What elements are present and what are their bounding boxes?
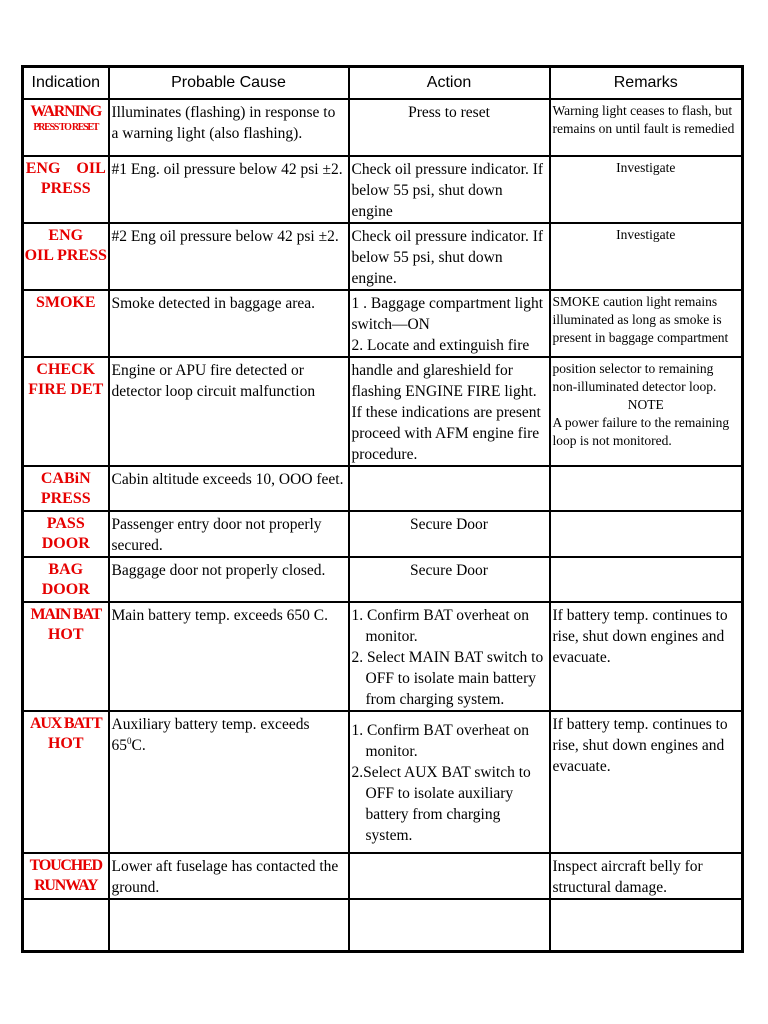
- remarks-note: NOTE: [627, 397, 664, 412]
- cause-cell: Illuminates (flashing) in response to a warning light (also flashing).: [109, 99, 349, 156]
- indication-sublabel: FIRE DET: [28, 381, 104, 398]
- indication-label: ENG: [48, 227, 84, 244]
- remarks-cell: Inspect aircraft belly for structural damage.: [550, 853, 743, 899]
- indication-label: SMOKE: [35, 294, 96, 311]
- indication-label: TOUCHED: [29, 857, 102, 874]
- table-row-bag-door: [23, 557, 743, 602]
- cause-cell: Baggage door not properly closed.: [109, 557, 349, 602]
- table-row-warning: [23, 99, 743, 156]
- header-probable-cause: Probable Cause: [109, 67, 349, 100]
- indication-sublabel: PRESS TO RESET: [33, 122, 99, 133]
- indication-cell: [23, 557, 109, 602]
- remarks-cell: [550, 466, 743, 511]
- action-cell: Secure Door: [349, 511, 550, 557]
- cause-cell: Smoke detected in baggage area.: [109, 290, 349, 357]
- action-cell: Check oil pressure indicator. If below 55 psi, shut down engine.: [349, 223, 550, 290]
- header-indication: Indication: [23, 67, 109, 100]
- indication-sublabel: RUNWAY: [34, 877, 98, 894]
- cause-cell: #1 Eng. oil pressure below 42 psi ±2.: [109, 156, 349, 223]
- indication-sublabel: DOOR: [41, 535, 90, 552]
- cause-cell: Main battery temp. exceeds 650 C.: [109, 602, 349, 711]
- cause-cell: Passenger entry door not properly secured.: [109, 511, 349, 557]
- indication-label: CHECK: [36, 361, 96, 378]
- table-row-aux-batt-hot: [23, 711, 743, 853]
- table-row-eng-oil-press-2: [23, 223, 743, 290]
- remarks-cell: If battery temp. continues to rise, shut down engines and evacuate.: [550, 711, 743, 853]
- remarks-cell: If battery temp. continues to rise, shut down engines and evacuate.: [550, 602, 743, 711]
- cause-cell: Auxiliary battery temp. exceeds $65^0C$.: [109, 711, 349, 853]
- action-cell: [349, 602, 550, 711]
- action-step: 2. Select MAIN BAT switch to OFF to isolate main battery from charging system.: [351, 649, 544, 708]
- indication-label: PASS: [46, 515, 85, 532]
- header-row: [23, 67, 743, 100]
- indication-cell: [23, 99, 109, 156]
- indication-sublabel: HOT: [47, 735, 84, 752]
- indication-label: WARNING: [30, 103, 102, 120]
- remarks-cell: [550, 899, 743, 951]
- action-step: 1. Confirm BAT overheat on monitor.: [351, 722, 530, 760]
- indication-cell: [23, 899, 109, 951]
- cause-cell: Engine or APU fire detected or detector loop circuit malfunction: [109, 357, 349, 466]
- indication-sublabel: HOT: [47, 626, 84, 643]
- remarks-text: position selector to remaining non-illuminated detector loop.: [552, 361, 717, 394]
- indication-sublabel: OIL PRESS: [24, 247, 107, 264]
- indication-label: ENG OIL: [25, 160, 106, 177]
- indication-label: MAIN BAT: [30, 606, 102, 623]
- indication-cell: [23, 511, 109, 557]
- action-step: 2. Locate and extinguish fire: [351, 337, 530, 354]
- indication-cell: [23, 711, 109, 853]
- remarks-cell: Warning light ceases to flash, but remains on until fault is remedied: [550, 99, 743, 156]
- action-cell: [349, 290, 550, 357]
- indication-cell: [23, 357, 109, 466]
- table-row-check-fire-det: [23, 357, 743, 466]
- remarks-cell: [550, 511, 743, 557]
- remarks-cell: [550, 557, 743, 602]
- header-remarks: Remarks: [550, 67, 743, 100]
- table-row-touched-runway: [23, 853, 743, 899]
- cause-cell: #2 Eng oil pressure below 42 psi ±2.: [109, 223, 349, 290]
- table-row-cabin-press: [23, 466, 743, 511]
- action-cell: Secure Door: [349, 557, 550, 602]
- action-cell: [349, 899, 550, 951]
- annunciator-table: [21, 65, 744, 953]
- remarks-cell: Investigate: [550, 156, 743, 223]
- indication-sublabel: PRESS: [40, 490, 91, 507]
- indication-sublabel: DOOR: [41, 581, 90, 598]
- action-cell: Check oil pressure indicator. If below 55 psi, shut down engine: [349, 156, 550, 223]
- cause-cell: Cabin altitude exceeds 10, OOO feet.: [109, 466, 349, 511]
- indication-cell: [23, 466, 109, 511]
- cause-cell: Lower aft fuselage has contacted the ground.: [109, 853, 349, 899]
- remarks-cell: Investigate: [550, 223, 743, 290]
- indication-cell: [23, 290, 109, 357]
- action-cell: [349, 711, 550, 853]
- indication-cell: [23, 602, 109, 711]
- table-row-main-bat-hot: [23, 602, 743, 711]
- action-cell: [349, 853, 550, 899]
- header-action: Action: [349, 67, 550, 100]
- table-row-smoke: [23, 290, 743, 357]
- remarks-text-after: A power failure to the remaining loop is not monitored.: [552, 415, 730, 448]
- remarks-cell: SMOKE caution light remains illuminated as long as smoke is present in baggage compartment: [550, 290, 743, 357]
- table-row-empty: [23, 899, 743, 951]
- action-step: 2.Select AUX BAT switch to OFF to isolate auxiliary battery from charging system.: [351, 764, 531, 844]
- table-row-eng-oil-press-1: [23, 156, 743, 223]
- indication-label: CABiN: [40, 470, 91, 487]
- indication-cell: [23, 853, 109, 899]
- action-cell: handle and glareshield for flashing ENGINE FIRE light. If these indications are present proceed with AFM engine fire procedure.: [349, 357, 550, 466]
- indication-label: BAG: [48, 561, 84, 578]
- indication-cell: [23, 156, 109, 223]
- cause-cell: [109, 899, 349, 951]
- action-cell: [349, 466, 550, 511]
- action-step: 1. Confirm BAT overheat on monitor.: [351, 607, 530, 645]
- remarks-cell: [550, 357, 743, 466]
- indication-sublabel: PRESS: [40, 180, 91, 197]
- indication-label: AUX BATT: [30, 715, 102, 732]
- indication-cell: [23, 223, 109, 290]
- action-cell: Press to reset: [349, 99, 550, 156]
- table-row-pass-door: [23, 511, 743, 557]
- action-step: 1 . Baggage compartment light switch—ON: [351, 295, 544, 333]
